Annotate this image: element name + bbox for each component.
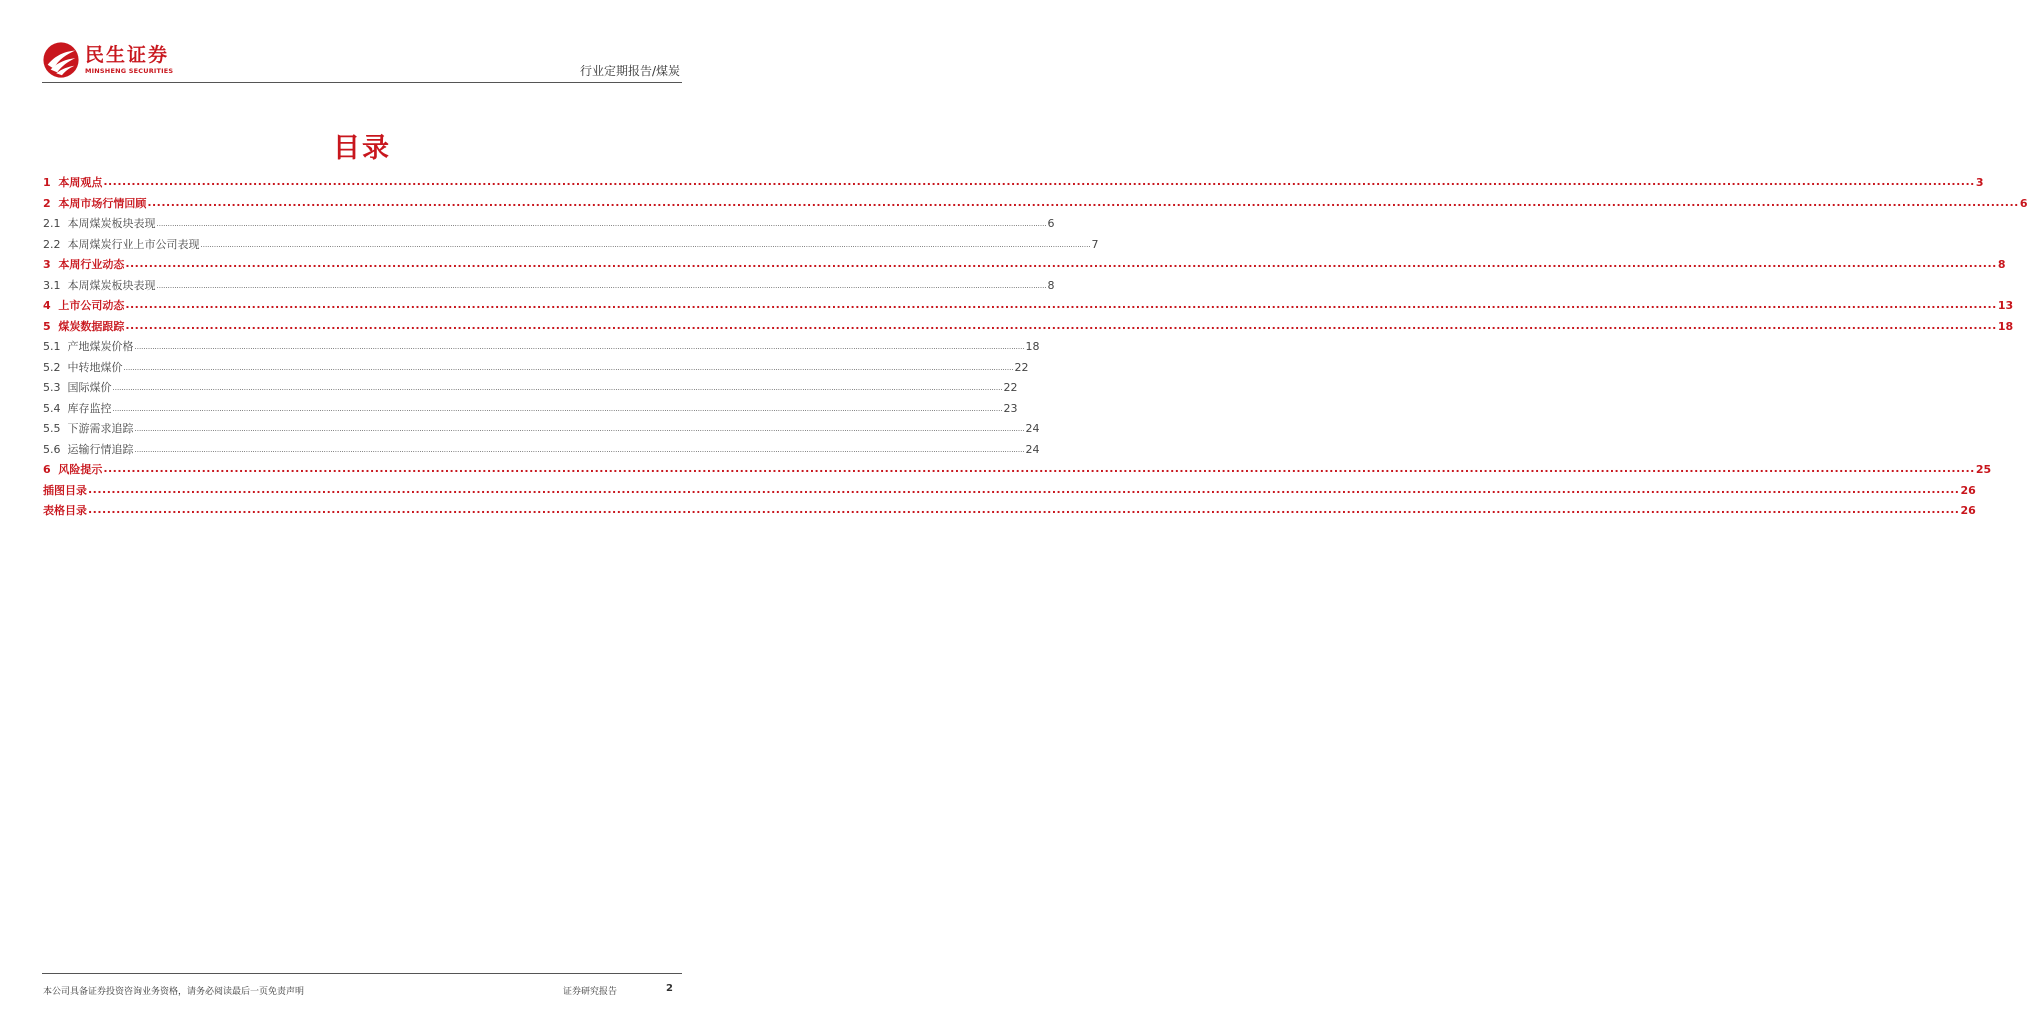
toc-entry-number: 5: [43, 319, 59, 333]
toc-entry[interactable]: [43, 297, 2014, 318]
toc-entry-number: 5.2: [43, 360, 68, 374]
toc-entry[interactable]: [43, 338, 1040, 359]
toc-entry-label: 上市公司动态: [58, 299, 125, 312]
toc-entry-label: 国际煤价: [67, 381, 112, 394]
toc-entry-label: 插图目录: [43, 483, 87, 497]
toc-entry-label: 风险提示: [58, 463, 103, 476]
toc-entry-label: 本周煤炭板块表现: [67, 278, 156, 292]
toc-dot-leader: ................................................................................................................................................................................................................................................................................................................................................................................................................: [88, 503, 1960, 516]
toc-entry-page: 8: [1997, 258, 2006, 271]
toc-entry[interactable]: [43, 502, 1976, 523]
toc-dot-leader: ................................................................................................................................................................................................................................................................................................................................................................................................................: [125, 257, 1997, 270]
toc-entry-number: 5.1: [43, 340, 68, 353]
toc-entry-page: 24: [1025, 422, 1040, 435]
toc-entry-label: 本周煤炭行业上市公司表现: [67, 237, 200, 251]
toc-entry[interactable]: [43, 277, 1055, 298]
toc-entry-number: 5.3: [43, 381, 68, 394]
toc-entry-label: 库存监控: [67, 401, 112, 415]
toc-entry-number: 2.2: [43, 237, 68, 251]
toc-entry[interactable]: [43, 174, 1984, 195]
toc-entry[interactable]: [43, 379, 1018, 400]
toc-entry-page: 24: [1025, 442, 1040, 456]
report-type: 行业定期报告/煤炭: [579, 64, 680, 78]
toc-dot-leader: ................................................................................................................................................................................................................................................................................................................................................................................................................: [112, 404, 1003, 413]
toc-dot-leader: ................................................................................................................................................................................................................................................................................................................................................................................................................: [156, 220, 1047, 228]
logo-english-name: MINSHENG SECURITIES: [85, 66, 174, 75]
toc-entry-page: 8: [1047, 278, 1055, 292]
toc-entry-page: 25: [1975, 463, 1992, 476]
toc-entry[interactable]: [43, 318, 2014, 339]
toc-dot-leader: ................................................................................................................................................................................................................................................................................................................................................................................................................: [200, 240, 1091, 249]
footer-page-number: 2: [666, 983, 673, 994]
toc-entry-label: 煤炭数据跟踪: [58, 319, 125, 333]
toc-entry-label: 本周行业动态: [58, 258, 125, 271]
footer-disclaimer: 本公司具备证券投资咨询业务资格，请务必阅读最后一页免责声明: [43, 987, 305, 997]
toc-entry-label: 本周观点: [58, 176, 103, 189]
toc-entry-page: 6: [2019, 196, 2027, 210]
toc-entry-page: 26: [1960, 483, 1976, 497]
toc-dot-leader: ................................................................................................................................................................................................................................................................................................................................................................................................................: [88, 482, 1960, 496]
page-header: [42, 40, 682, 86]
toc-entry-label: 本周煤炭板块表现: [67, 217, 156, 230]
toc-entry-page: 22: [1014, 360, 1029, 374]
toc-entry-page: 7: [1091, 237, 1099, 251]
toc-entry[interactable]: [43, 236, 1099, 257]
toc-dot-leader: ................................................................................................................................................................................................................................................................................................................................................................................................................: [123, 363, 1014, 372]
toc-entry-page: 18: [1997, 319, 2014, 333]
minsheng-logo-icon: [42, 41, 80, 79]
toc-entry-label: 运输行情追踪: [67, 442, 134, 456]
toc-entry[interactable]: [43, 400, 1018, 421]
toc-entry[interactable]: [43, 359, 1029, 380]
toc-entry-number: 2.1: [43, 217, 68, 230]
footer-doc-type: 证券研究报告: [563, 987, 618, 997]
company-logo: [42, 40, 173, 80]
toc-entry-number: 4: [43, 299, 59, 312]
toc-entry-number: 5.5: [43, 422, 68, 435]
toc-entry-label: 中转地煤价: [67, 360, 123, 374]
toc-entry-page: 13: [1997, 299, 2014, 312]
toc-entry-number: 1: [43, 176, 59, 189]
toc-dot-leader: ................................................................................................................................................................................................................................................................................................................................................................................................................: [134, 445, 1025, 454]
table-of-contents: [43, 174, 2027, 523]
toc-entry-page: 26: [1960, 504, 1976, 517]
toc-dot-leader: ................................................................................................................................................................................................................................................................................................................................................................................................................: [147, 195, 2019, 209]
toc-entry-number: 5.4: [43, 401, 68, 415]
toc-entry[interactable]: [43, 461, 1992, 482]
toc-entry-number: 2: [43, 196, 59, 210]
toc-entry-page: 22: [1003, 381, 1018, 394]
toc-entry-number: 3: [43, 258, 59, 271]
toc-entry[interactable]: [43, 195, 2027, 216]
toc-dot-leader: ................................................................................................................................................................................................................................................................................................................................................................................................................: [134, 343, 1025, 351]
toc-entry-label: 产地煤炭价格: [67, 340, 134, 353]
toc-entry[interactable]: [43, 215, 1055, 236]
toc-entry-page: 23: [1003, 401, 1018, 415]
toc-entry-label: 表格目录: [43, 504, 87, 517]
toc-dot-leader: ................................................................................................................................................................................................................................................................................................................................................................................................................: [112, 384, 1003, 392]
toc-entry[interactable]: [43, 256, 2006, 277]
toc-entry-page: 3: [1975, 176, 1984, 189]
toc-dot-leader: ................................................................................................................................................................................................................................................................................................................................................................................................................: [125, 298, 1997, 311]
toc-dot-leader: ................................................................................................................................................................................................................................................................................................................................................................................................................: [103, 462, 1975, 475]
logo-chinese-name: 民生证券: [85, 43, 170, 66]
footer-divider: [42, 973, 682, 974]
toc-entry-page: 6: [1047, 217, 1055, 230]
toc-dot-leader: ................................................................................................................................................................................................................................................................................................................................................................................................................: [134, 425, 1025, 433]
toc-entry-page: 18: [1025, 340, 1040, 353]
toc-entry[interactable]: [43, 420, 1040, 441]
toc-entry-number: 3.1: [43, 278, 68, 292]
toc-entry[interactable]: [43, 441, 1040, 462]
toc-entry[interactable]: [43, 482, 1976, 503]
toc-dot-leader: ................................................................................................................................................................................................................................................................................................................................................................................................................: [103, 175, 1975, 188]
toc-entry-number: 6: [43, 463, 59, 476]
toc-dot-leader: ................................................................................................................................................................................................................................................................................................................................................................................................................: [156, 281, 1047, 290]
toc-title: 目录: [333, 133, 391, 164]
toc-entry-number: 5.6: [43, 442, 68, 456]
toc-entry-label: 下游需求追踪: [67, 422, 134, 435]
toc-dot-leader: ................................................................................................................................................................................................................................................................................................................................................................................................................: [125, 318, 1997, 332]
header-divider: [42, 82, 682, 83]
toc-entry-label: 本周市场行情回顾: [58, 196, 147, 210]
